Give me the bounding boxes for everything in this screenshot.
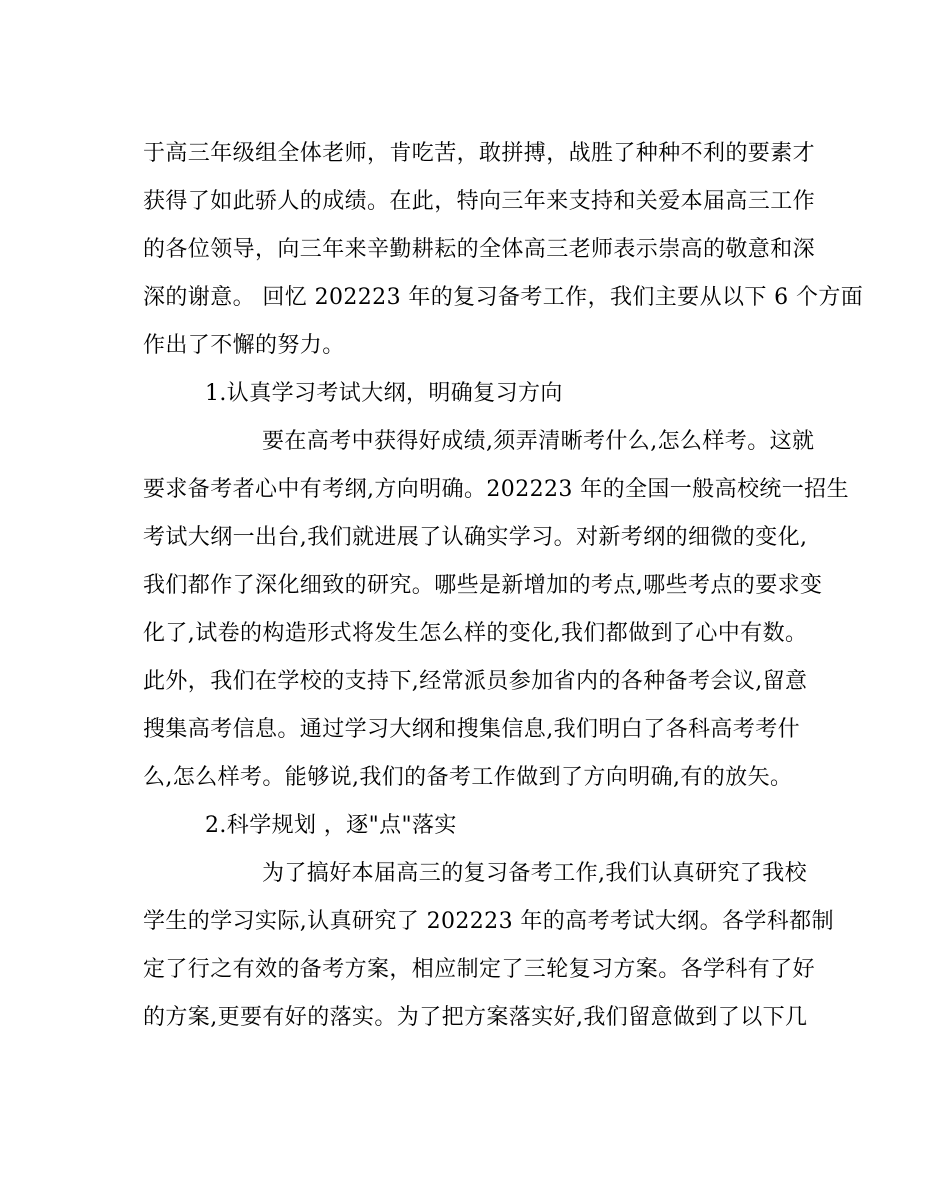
text-line: 作出了不懈的努力。: [143, 333, 345, 358]
text-line: 为了搞好本届高三的复习备考工作,我们认真研究了我校: [262, 861, 807, 886]
text-line: 深的谢意。 回忆 202223 年的复习备考工作，我们主要从以下 6 个方面: [143, 285, 864, 310]
text-line: 么,怎么样考。能够说,我们的备考工作做到了方向明确,有的放矢。: [143, 765, 793, 790]
text-line: 要求备考者心中有考纲,方向明确。202223 年的全国一般高校统一招生: [143, 477, 849, 502]
text-line: 定了行之有效的备考方案，相应制定了三轮复习方案。各学科有了好: [143, 957, 816, 982]
section-heading-2: 2.科学规划 ，逐"点"落实: [205, 813, 457, 838]
text-line: 搜集高考信息。通过学习大纲和搜集信息,我们明白了各科高考考什: [143, 717, 800, 742]
text-line: 化了,试卷的构造形式将发生怎么样的变化,我们都做到了心中有数。: [143, 621, 808, 646]
text-line: 我们都作了深化细致的研究。哪些是新增加的考点,哪些考点的要求变: [143, 573, 823, 598]
text-line: 于高三年级组全体老师，肯吃苦，敢拼搏，战胜了种种不利的要素才: [143, 141, 816, 166]
text-line: 要在高考中获得好成绩,须弄清晰考什么,怎么样考。这就: [262, 429, 815, 454]
text-line: 的各位领导，向三年来辛勤耕耘的全体高三老师表示崇高的敬意和深: [143, 237, 816, 262]
text-line: 考试大纲一出台,我们就进展了认确实学习。对新考纲的细微的变化,: [143, 525, 808, 550]
text-line: 此外，我们在学校的支持下,经常派员参加省内的各种备考会议,留意: [143, 669, 808, 694]
text-line: 的方案,更要有好的落实。为了把方案落实好,我们留意做到了以下几: [143, 1005, 808, 1030]
text-line: 获得了如此骄人的成绩。在此，特向三年来支持和关爱本届高三工作: [143, 189, 816, 214]
text-line: 学生的学习实际,认真研究了 202223 年的高考考试大纲。各学科都制: [143, 909, 834, 934]
section-heading-1: 1.认真学习考试大纲，明确复习方向: [205, 381, 563, 406]
